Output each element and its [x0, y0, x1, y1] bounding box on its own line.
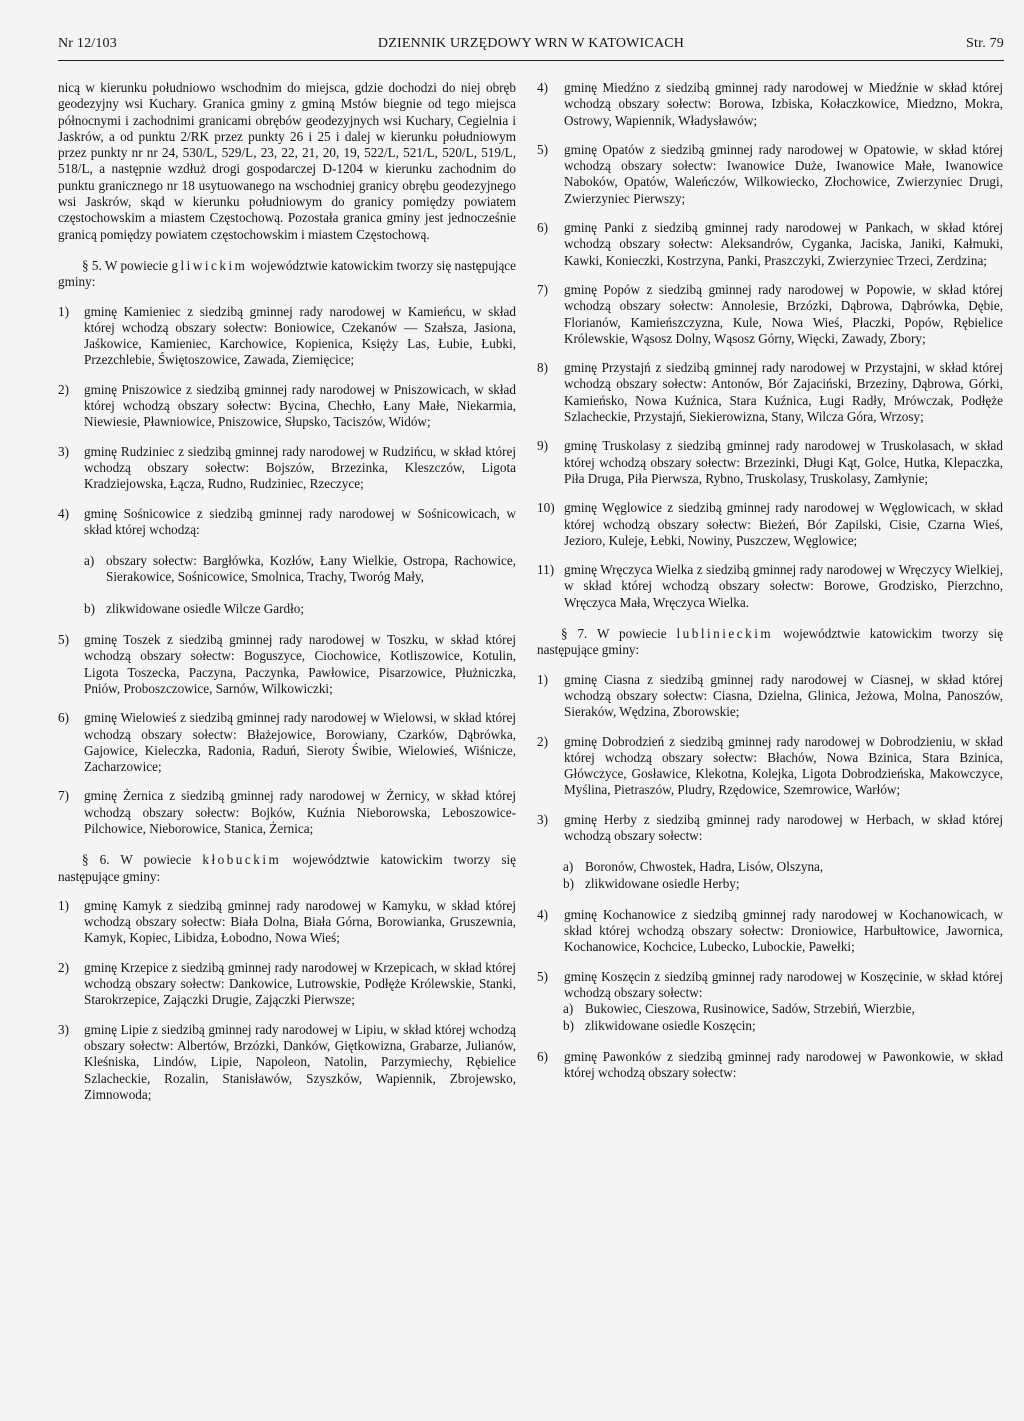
sub-item	[84, 601, 516, 617]
item-number: 9)	[537, 438, 548, 454]
item-number: 4)	[537, 80, 548, 95]
item-number: 6)	[537, 220, 548, 236]
sub-item-letter: b)	[563, 1017, 574, 1033]
sub-item	[563, 859, 1003, 875]
item-number: 2)	[58, 381, 69, 397]
list-item	[537, 220, 1003, 269]
item-text: gminę Rudziniec z siedzibą gminnej rady narodowej w Rudzińcu, w skład której wchodzą obszary sołectw: Bojszów, Brzezinka, Kleszczów, Ligota Kradziejowska, Łącza, Rudno, Rudziniec, Rzeczyce;	[84, 443, 516, 492]
sub-item-text: obszary sołectw: Bargłówka, Kozłów, Łany Wielkie, Ostropa, Rachowice, Sierakowice, Sośnicowice, Smolnica, Trachy, Tworóg Mały,	[106, 553, 516, 585]
item-number: 3)	[537, 811, 548, 827]
item-text: gminę Opatów z siedzibą gminnej rady narodowej w Opatowie, w skład której wchodzą obszary sołectw: Iwanowice Duże, Iwanowice Małe, Iwanowice Naboków, Opatów, Waleńczów, Wilkowiecko, Złochowice, Zwierzyniec Drugi, Zwierzyniec Pierwszy;	[564, 141, 1003, 206]
left-column	[58, 80, 516, 1116]
section-7-intro: § 7. W powiecie	[561, 626, 667, 642]
item-text: gminę Kamyk z siedzibą gminnej rady narodowej w Kamyku, w skład której wchodzą obszary sołectw: Biała Dolna, Biała Górna, Borowianka, Gruszewnia, Kamyk, Kopiec, Libidza, Łobodno, Nowa Wieś;	[84, 897, 516, 946]
page-number: Str. 79	[966, 36, 1004, 51]
item-text: gminę Kamieniec z siedzibą gminnej rady narodowej w Kamieńcu, w skład której wchodzą obszary sołectw: Boniowice, Czekanów — Szałsza, Jasiona, Jaśkowice, Kamieniec, Karchowice, Kopienica, Księży Las, Łubie, Łubki, Przezchlebie, Świętoszowice, Zawada, Ziemięcice;	[84, 303, 516, 368]
sub-item-text: zlikwidowane osiedle Herby;	[585, 875, 740, 891]
sub-item	[563, 876, 1003, 892]
page-header	[58, 36, 1004, 60]
item-number: 5)	[537, 968, 548, 984]
list-item	[58, 788, 516, 837]
item-number: 1)	[58, 303, 69, 319]
item-text: gminę Sośnicowice z siedzibą gminnej rady narodowej w Sośnicowicach, w skład której wchodzą:	[84, 505, 516, 537]
item-text: gminę Wielowieś z siedzibą gminnej rady narodowej w Wielowsi, w skład której wchodzą obszary sołectw: Błażejowice, Borowiany, Czarków, Dąbrówka, Gajowice, Kieleczka, Radonia, Raduń, Sieroty Świbie, Wielowieś, Wiśnicze, Zacharzowice;	[84, 710, 516, 775]
item-text: gminę Koszęcin z siedzibą gminnej rady narodowej w Koszęcinie, w skład której wchodzą obszary sołectw:	[564, 968, 1003, 1001]
journal-title: DZIENNIK URZĘDOWY WRN W KATOWICACH	[377, 36, 685, 51]
item-text: gminę Miedźno z siedzibą gminnej rady narodowej w Miedźnie w skład której wchodzą obszary sołectw: Borowa, Izbiska, Kołaczkowice, Miedzno, Mokra, Ostrowy, Wapiennik, Władysławów;	[564, 80, 1003, 128]
item-number: 1)	[537, 671, 548, 687]
sub-item-text: zlikwidowane osiedle Wilcze Gardło;	[106, 600, 305, 616]
section-6-county: kłobuckim	[202, 852, 282, 868]
list-item	[537, 812, 1003, 845]
item-text: gminę Pniszowice z siedzibą gminnej rady narodowej w Pniszowicach, w skład której wchodzą obszary sołectw: Bycina, Chechło, Łany Małe, Niekarmia, Niewiesie, Pławniowice, Pniszowice, Słupsko, Taciszów, Widów;	[84, 381, 516, 430]
item-text: gminę Truskolasy z siedzibą gminnej rady narodowej w Truskolasach, w skład której wchodzą obszary sołectw: Brzezinki, Długi Kąt, Golce, Hutka, Klepaczka, Piła Druga, Piła Pierwsza, Rybno, Truskolasy, Truskolasy, Zamłynie;	[564, 438, 1003, 486]
item-number: 3)	[58, 1021, 69, 1037]
sub-item	[563, 1018, 1003, 1034]
section-7-heading	[537, 626, 1003, 659]
item-number: 6)	[58, 710, 69, 726]
section-6-intro: § 6. W powiecie	[82, 852, 192, 868]
list-item	[537, 438, 1003, 487]
list-item	[537, 80, 1003, 129]
continuation-paragraph: nicą w kierunku południowo wschodnim do miejsca, gdzie dochodzi do niej obręb geodezyjny wsi Kuchary. Granica gminy z gminą Mstów biegnie od tego miejsca północnymi i zachodnimi granicami obrębów geodezyjnych wsi Kuchary, Cegielnia i Jaskrów, a od punktu 2/RK przez punkty 26 i 25 i dalej w kierunku południowym przez punkty nr nr 24, 530/L, 529/L, 23, 22, 21, 20, 19, 522/L, 521/L, 520/L, 519/L, 518/L, a następnie wzdłuż drogi gospodarczej D-1204 w kierunku zachodnim do punktu granicznego nr 18 usytuowanego na wschodniej granicy obrębu geodezyjnego wsi Jaskrów, skąd w kierunku południowym do granicy pomiędzy powiatem częstochowskim a miastem Częstochową. Pozostała granica gminy jest jednocześnie granicą pomiędzy powiatem częstochowskim i miastem Częstochową.	[58, 80, 516, 242]
list-item	[537, 969, 1003, 1002]
list-item	[537, 282, 1003, 347]
list-item	[58, 1022, 516, 1103]
item-text: gminę Dobrodzień z siedzibą gminnej rady narodowej w Dobrodzieniu, w skład której wchodzą obszary sołectw: Błachów, Nowa Bzinica, Stara Bzinica, Główczyce, Gosławice, Klekotna, Kolejka, Ligota Dobrodzieńska, Makowczyce, Myślina, Pietraszów, Pludry, Rzędowice, Szemrowice, Warłów;	[564, 733, 1003, 798]
sub-item-letter: b)	[84, 600, 95, 616]
issue-number: Nr 12/103	[58, 36, 117, 51]
section-7-county: lublinieckim	[676, 626, 774, 642]
item-text: gminę Kochanowice z siedzibą gminnej rady narodowej w Kochanowicach, w skład której wchodzą obszary sołectw: Droniowice, Harbułtowice, Jawornica, Kochanowice, Kochcice, Lubecko, Lubockie, Pawełki;	[564, 906, 1003, 955]
item-number: 6)	[537, 1048, 548, 1064]
list-item	[58, 632, 516, 697]
list-item	[537, 734, 1003, 799]
item-text: gminę Żernica z siedzibą gminnej rady narodowej w Żernicy, w skład której wchodzą obszary sołectw: Bojków, Kuźnia Nieborowska, Leboszowice-Pilchowice, Nieborowice, Stanica, Żernica;	[84, 788, 516, 836]
section-5-intro: § 5. W powiecie	[82, 257, 169, 273]
sub-item	[84, 553, 516, 586]
sub-item-letter: a)	[563, 859, 574, 875]
list-item	[58, 710, 516, 775]
item-text: gminę Krzepice z siedzibą gminnej rady narodowej w Krzepicach, w skład której wchodzą obszary sołectw: Dankowice, Lutrowskie, Podłęże Królewskie, Stanki, Starokrzepice, Zajączki Drugie, Zajączki Pierwsze;	[84, 959, 516, 1008]
item-number: 2)	[537, 733, 548, 749]
item-text: gminę Lipie z siedzibą gminnej rady narodowej w Lipiu, w skład której wchodzą obszary sołectw: Albertów, Brzózki, Danków, Giętkowizna, Grabarze, Julianów, Kleśniska, Lindów, Lipie, Napoleon, Natolin, Parzymiechy, Rębielice Szlacheckie, Rozalin, Stanisławów, Szyszków, Wapiennik, Zbrojewsko, Zimnowoda;	[84, 1021, 516, 1102]
item-text: gminę Herby z siedzibą gminnej rady narodowej w Herbach, w skład której wchodzą obszary sołectw:	[564, 811, 1003, 843]
sub-item-letter: b)	[563, 875, 574, 891]
item-text: gminę Panki z siedzibą gminnej rady narodowej w Pankach, w skład której wchodzą obszary sołectw: Aleksandrów, Cyganka, Jaciska, Janiki, Kałmuki, Kawki, Konieczki, Kostrzyna, Panki, Praszczyki, Zwierzyniec Trzeci, Zerdzina;	[564, 220, 1003, 268]
item-text: gminę Węglowice z siedzibą gminnej rady narodowej w Węglowicach, w skład której wchodzą obszary sołectw: Bieżeń, Bór Zapilski, Cisie, Czarna Wieś, Jezioro, Kuleje, Łebki, Nowiny, Puszczew, Węglowice;	[564, 500, 1003, 548]
right-column	[537, 80, 1003, 1095]
item-text: gminę Pawonków z siedzibą gminnej rady narodowej w Pawonkowie, w skład której wchodzą obszary sołectw:	[564, 1048, 1003, 1081]
header-rule	[58, 60, 1004, 61]
list-item	[537, 1049, 1003, 1082]
item-number: 8)	[537, 360, 548, 376]
list-item	[537, 360, 1003, 425]
list-item	[58, 444, 516, 493]
list-item	[58, 898, 516, 947]
section-6-outro: województwie katowickim tworzy się następujące gminy:	[58, 852, 517, 884]
item-number: 4)	[537, 906, 548, 922]
item-number: 11)	[537, 562, 555, 578]
item-number: 3)	[58, 443, 69, 459]
sub-item-text: zlikwidowane osiedle Koszęcin;	[585, 1017, 756, 1033]
item-number: 5)	[537, 141, 548, 157]
section-5-heading	[58, 258, 516, 291]
item-number: 10)	[537, 500, 555, 516]
list-item	[537, 907, 1003, 956]
sub-item	[563, 1001, 1003, 1017]
sub-item-letter: a)	[563, 1001, 574, 1017]
item-number: 1)	[58, 897, 69, 913]
list-item	[537, 142, 1003, 207]
item-number: 7)	[537, 281, 548, 297]
item-text: gminę Przystajń z siedzibą gminnej rady narodowej w Przystajni, w skład której wchodzą obszary sołectw: Antonów, Bór Zajaciński, Brzeziny, Dąbrowa, Górki, Kamieńsko, Nowa Kuźnica, Stara Kuźnica, Ługi Radły, Mrówczak, Podłęże Szlacheckie, Przystajń, Siekierowizna, Stany, Wilcza Góra, Wrzosy;	[564, 360, 1003, 425]
list-item	[58, 506, 516, 539]
item-number: 4)	[58, 505, 69, 521]
sub-item-text: Bukowiec, Cieszowa, Rusinowice, Sadów, Strzebiń, Wierzbie,	[585, 1001, 915, 1017]
list-item	[537, 562, 1003, 611]
item-number: 7)	[58, 788, 69, 804]
item-text: gminę Wręczyca Wielka z siedzibą gminnej rady narodowej w Wręczycy Wielkiej, w skład której wchodzą obszary sołectw: Borowe, Grodzisko, Pierzchno, Wręczyca Mała, Wręczyca Wielka.	[564, 562, 1003, 610]
item-text: gminę Ciasna z siedzibą gminnej rady narodowej w Ciasnej, w skład której wchodzą obszary sołectw: Ciasna, Dzielna, Glinica, Jeżowa, Molna, Panoszów, Sieraków, Wędzina, Zborowskie;	[564, 671, 1003, 720]
section-5-county: gliwickim	[171, 257, 248, 273]
sub-item-letter: a)	[84, 553, 95, 569]
item-text: gminę Toszek z siedzibą gminnej rady narodowej w Toszku, w skład której wchodzą obszary sołectw: Boguszyce, Ciochowice, Kotliszowice, Kotulin, Ligota Toszecka, Paczyna, Paczynka, Pawłowice, Pisarzowice, Płużniczka, Pniów, Proboszczowice, Sarnów, Wilkowiczki;	[84, 632, 516, 696]
item-number: 2)	[58, 959, 69, 975]
section-5-outro: województwie katowickim tworzy się następujące gminy:	[58, 257, 517, 290]
sub-item-text: Boronów, Chwostek, Hadra, Lisów, Olszyna,	[585, 859, 824, 875]
list-item	[58, 382, 516, 431]
item-number: 5)	[58, 632, 69, 648]
list-item	[537, 672, 1003, 721]
section-6-heading	[58, 852, 516, 885]
section-7-outro: województwie katowickim tworzy się następujące gminy:	[537, 626, 1004, 658]
list-item	[537, 500, 1003, 549]
list-item	[58, 960, 516, 1009]
item-text: gminę Popów z siedzibą gminnej rady narodowej w Popowie, w skład której wchodzą obszary sołectw: Annolesie, Brzózki, Dąbrowa, Dąbrówka, Dębie, Florianów, Kamieńszczyzna, Kule, Nowa Wieś, Płaczki, Popów, Rębielice Królewskie, Wąsosz Dolny, Wąsosz Górny, Więcki, Zawady, Zbory;	[564, 281, 1003, 346]
list-item	[58, 304, 516, 369]
